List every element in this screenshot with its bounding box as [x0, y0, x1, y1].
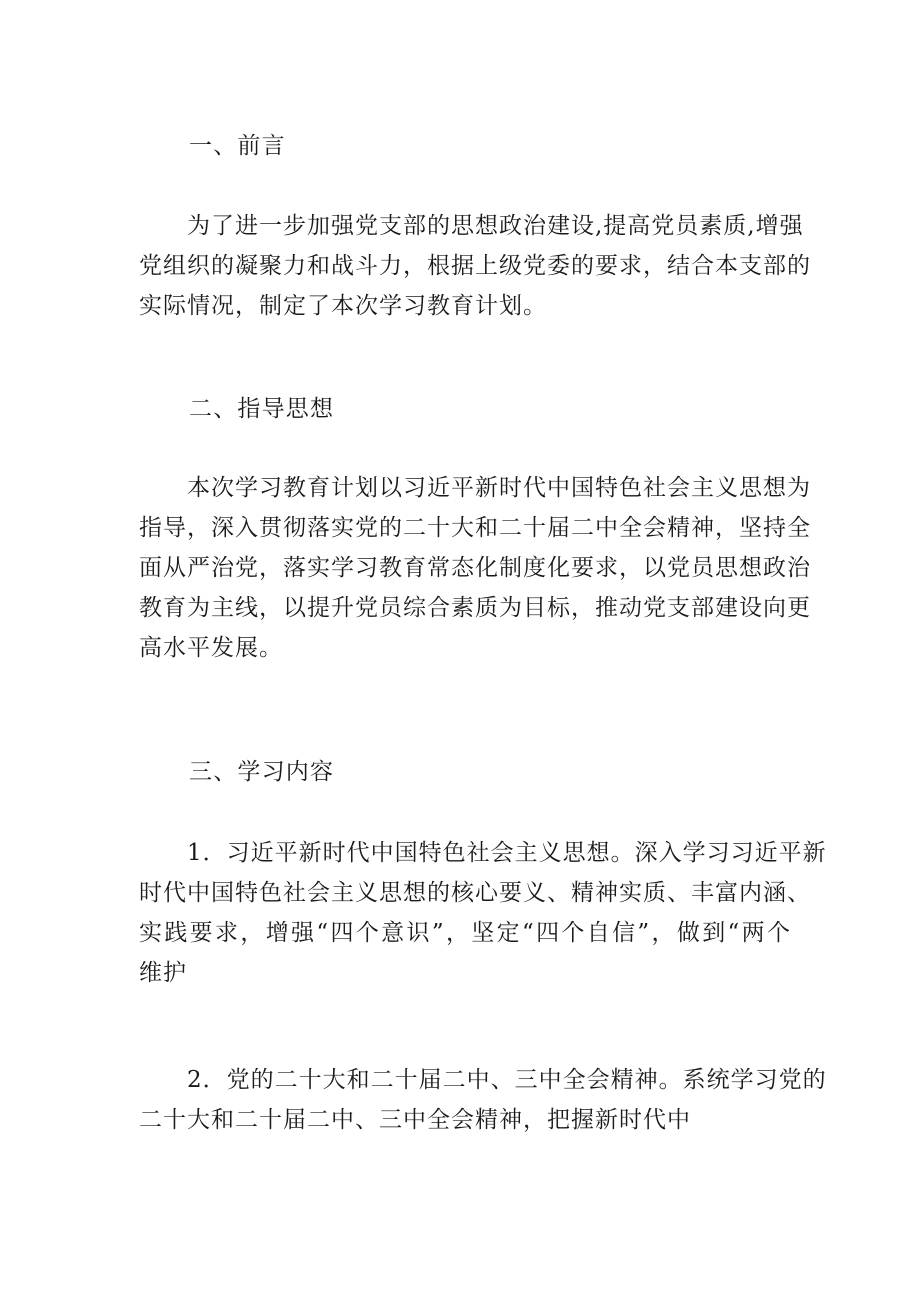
- section-heading-guiding-ideology: 二、指导思想: [189, 396, 335, 422]
- paragraph-line: 指导，深入贯彻落实党的二十大和二十届二中全会精神，坚持全: [139, 515, 811, 541]
- paragraph-line: 1．习近平新时代中国特色社会主义思想。深入学习习近平新: [187, 840, 827, 866]
- paragraph-line: 时代中国特色社会主义思想的核心要义、精神实质、丰富内涵、: [139, 880, 811, 906]
- section-heading-preface: 一、前言: [189, 133, 286, 159]
- paragraph-line: 本次学习教育计划以习近平新时代中国特色社会主义思想为: [187, 475, 811, 501]
- paragraph-line: 高水平发展。: [139, 635, 283, 661]
- paragraph-line: 实际情况，制定了本次学习教育计划。: [139, 293, 547, 319]
- paragraph-line: 实践要求，增强“四个意识”，坚定“四个自信”，做到“两个: [139, 920, 791, 946]
- paragraph-guiding-ideology: [139, 468, 811, 668]
- paragraph-preface: [139, 206, 811, 326]
- paragraph-line: 党组织的凝聚力和战斗力，根据上级党委的要求，结合本支部的: [139, 253, 811, 279]
- paragraph-line: 2．党的二十大和二十届二中、三中全会精神。系统学习党的: [187, 1067, 827, 1093]
- paragraph-line: 二十大和二十届二中、三中全会精神，把握新时代中: [139, 1107, 691, 1133]
- paragraph-line: 为了进一步加强党支部的思想政治建设,提高党员素质,增强: [187, 213, 804, 239]
- paragraph-line: 面从严治党，落实学习教育常态化制度化要求，以党员思想政治: [139, 555, 811, 581]
- paragraph-line: 教育为主线，以提升党员综合素质为目标，推动党支部建设向更: [139, 595, 811, 621]
- section-heading-study-content: 三、学习内容: [189, 759, 335, 785]
- paragraph-line: 维护: [139, 960, 187, 986]
- list-item-study-content-2: [139, 1060, 827, 1140]
- list-item-study-content-1: [139, 833, 827, 993]
